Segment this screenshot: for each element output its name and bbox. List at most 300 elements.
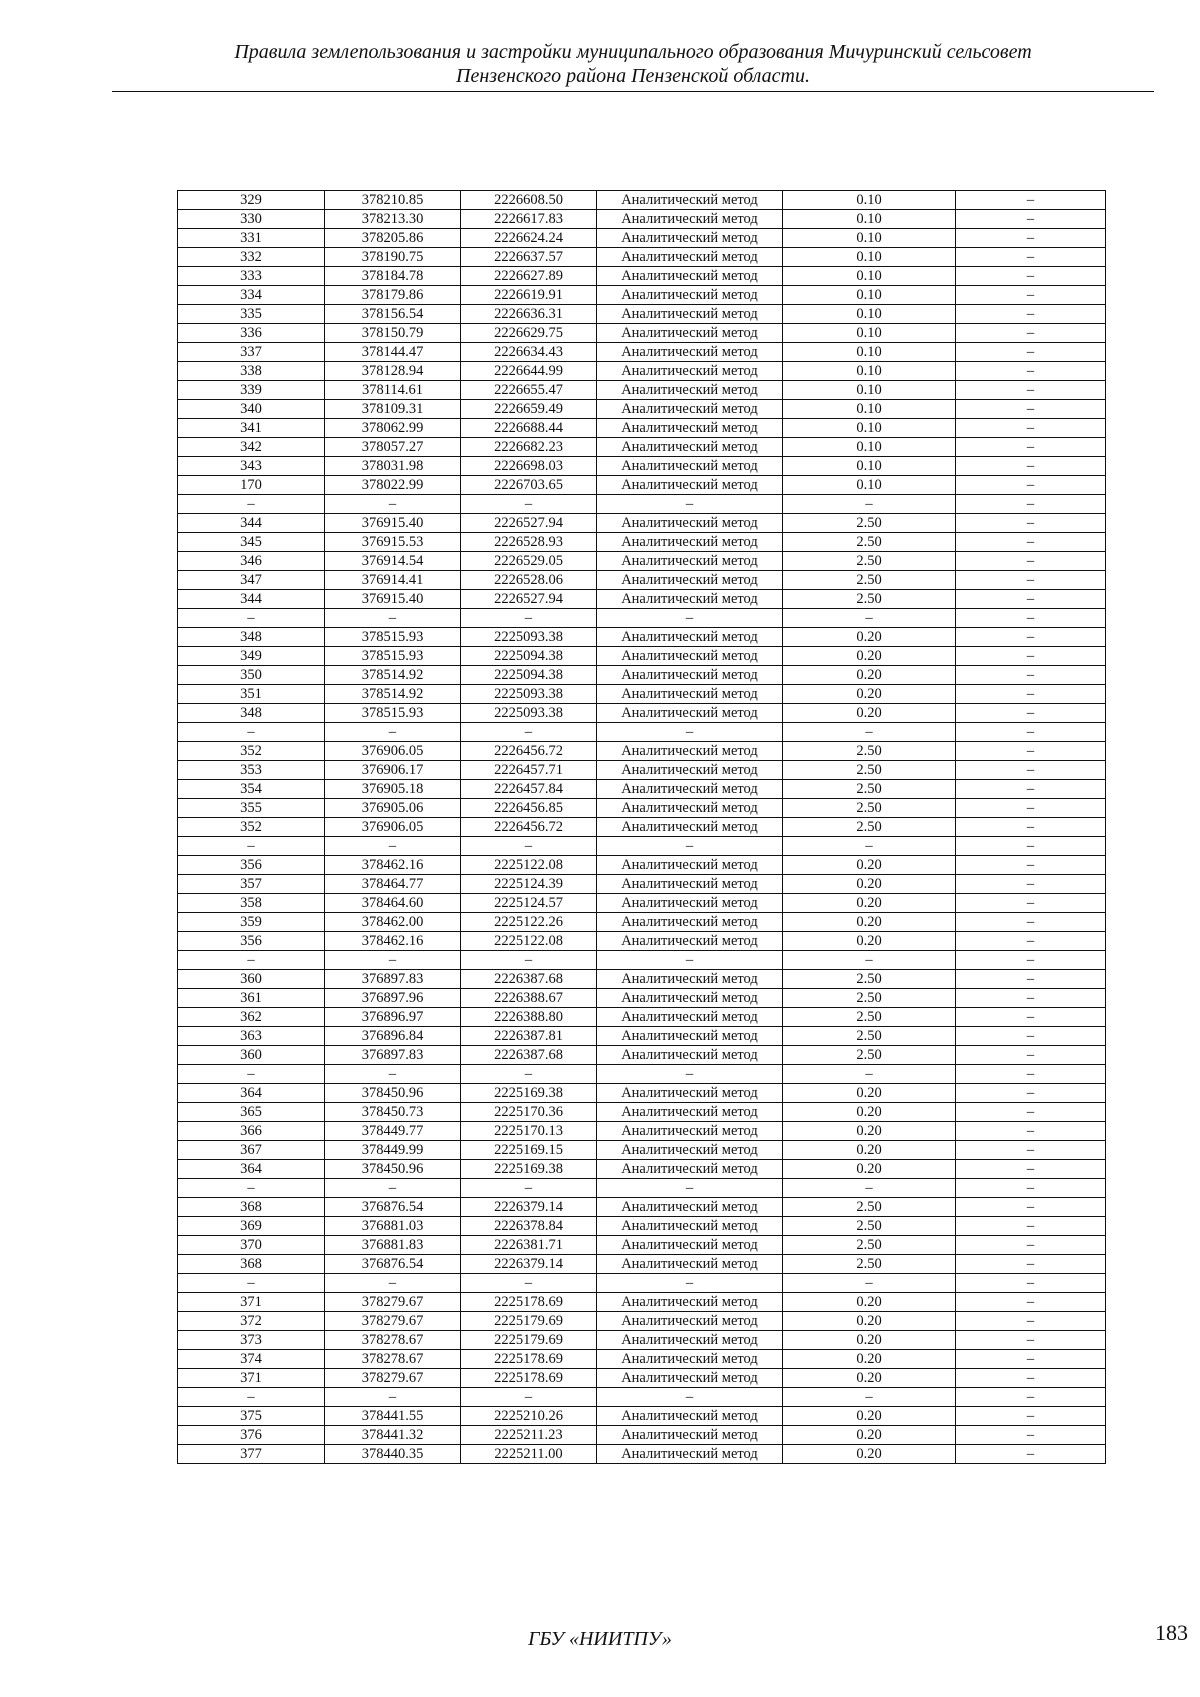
method-cell: Аналитический метод [597,1008,783,1027]
method-cell: – [597,723,783,742]
table-row [178,647,1106,666]
x-coordinate-cell: 378150.79 [325,324,461,343]
description-cell: – [956,647,1106,666]
method-cell: Аналитический метод [597,970,783,989]
method-cell: Аналитический метод [597,894,783,913]
table-row [178,267,1106,286]
point-number-cell: 352 [178,818,325,837]
point-number-cell: 351 [178,685,325,704]
method-cell: Аналитический метод [597,628,783,647]
footer-organization: ГБУ «НИИТПУ» [528,1628,672,1650]
method-cell: Аналитический метод [597,742,783,761]
x-coordinate-cell: 378114.61 [325,381,461,400]
y-coordinate-cell: – [461,1388,597,1407]
description-cell: – [956,1217,1106,1236]
table-row [178,1065,1106,1084]
point-number-cell: 342 [178,438,325,457]
point-number-cell: 370 [178,1236,325,1255]
point-number-cell: 361 [178,989,325,1008]
x-coordinate-cell: 378278.67 [325,1350,461,1369]
point-number-cell: 353 [178,761,325,780]
point-number-cell: 359 [178,913,325,932]
accuracy-cell: 0.10 [783,476,956,495]
accuracy-cell: 0.10 [783,324,956,343]
method-cell: Аналитический метод [597,191,783,210]
table-row [178,685,1106,704]
method-cell: Аналитический метод [597,286,783,305]
accuracy-cell: 2.50 [783,1217,956,1236]
accuracy-cell: 2.50 [783,533,956,552]
x-coordinate-cell: 376881.83 [325,1236,461,1255]
y-coordinate-cell: 2225122.08 [461,856,597,875]
point-number-cell: – [178,609,325,628]
x-coordinate-cell: 378450.96 [325,1084,461,1103]
accuracy-cell: – [783,495,956,514]
description-cell: – [956,552,1106,571]
description-cell: – [956,704,1106,723]
description-cell: – [956,1084,1106,1103]
method-cell: Аналитический метод [597,1407,783,1426]
table-row [178,362,1106,381]
table-row [178,742,1106,761]
accuracy-cell: 0.20 [783,932,956,951]
point-number-cell: – [178,723,325,742]
method-cell: Аналитический метод [597,571,783,590]
x-coordinate-cell: 376915.40 [325,514,461,533]
accuracy-cell: 0.20 [783,704,956,723]
method-cell: Аналитический метод [597,856,783,875]
table-row [178,970,1106,989]
table-row [178,1407,1106,1426]
y-coordinate-cell: 2225178.69 [461,1369,597,1388]
y-coordinate-cell: – [461,609,597,628]
x-coordinate-cell: 378449.77 [325,1122,461,1141]
table-row [178,1046,1106,1065]
description-cell: – [956,1027,1106,1046]
method-cell: – [597,609,783,628]
table-row [178,476,1106,495]
description-cell: – [956,989,1106,1008]
method-cell: Аналитический метод [597,647,783,666]
description-cell: – [956,191,1106,210]
table-row [178,1179,1106,1198]
point-number-cell: 340 [178,400,325,419]
y-coordinate-cell: 2226527.94 [461,514,597,533]
y-coordinate-cell: 2226381.71 [461,1236,597,1255]
table-row [178,305,1106,324]
point-number-cell: 344 [178,590,325,609]
point-number-cell: 377 [178,1445,325,1464]
method-cell: Аналитический метод [597,799,783,818]
description-cell: – [956,400,1106,419]
y-coordinate-cell: 2226629.75 [461,324,597,343]
x-coordinate-cell: 378279.67 [325,1312,461,1331]
accuracy-cell: 0.20 [783,1122,956,1141]
description-cell: – [956,305,1106,324]
y-coordinate-cell: 2225179.69 [461,1331,597,1350]
table-row [178,723,1106,742]
description-cell: – [956,1445,1106,1464]
method-cell: Аналитический метод [597,704,783,723]
y-coordinate-cell: 2226379.14 [461,1198,597,1217]
y-coordinate-cell: 2226528.06 [461,571,597,590]
x-coordinate-cell: 378279.67 [325,1293,461,1312]
method-cell: Аналитический метод [597,1122,783,1141]
point-number-cell: 356 [178,856,325,875]
x-coordinate-cell: 378462.16 [325,856,461,875]
x-coordinate-cell: 378057.27 [325,438,461,457]
point-number-cell: 375 [178,1407,325,1426]
x-coordinate-cell: 378441.32 [325,1426,461,1445]
accuracy-cell: – [783,837,956,856]
description-cell: – [956,438,1106,457]
x-coordinate-cell: 376906.05 [325,818,461,837]
accuracy-cell: 0.20 [783,1103,956,1122]
method-cell: Аналитический метод [597,1236,783,1255]
method-cell: Аналитический метод [597,1027,783,1046]
x-coordinate-cell: 378031.98 [325,457,461,476]
point-number-cell: 346 [178,552,325,571]
y-coordinate-cell: 2226659.49 [461,400,597,419]
x-coordinate-cell: 376914.54 [325,552,461,571]
table-row [178,628,1106,647]
y-coordinate-cell: – [461,723,597,742]
x-coordinate-cell: 376915.40 [325,590,461,609]
point-number-cell: 354 [178,780,325,799]
accuracy-cell: 2.50 [783,552,956,571]
point-number-cell: 371 [178,1293,325,1312]
table-row [178,856,1106,875]
x-coordinate-cell: 378464.77 [325,875,461,894]
point-number-cell: 364 [178,1160,325,1179]
description-cell: – [956,1198,1106,1217]
description-cell: – [956,1065,1106,1084]
description-cell: – [956,1141,1106,1160]
method-cell: Аналитический метод [597,932,783,951]
table-row [178,1236,1106,1255]
table-row [178,1445,1106,1464]
y-coordinate-cell: 2226388.67 [461,989,597,1008]
table-row [178,533,1106,552]
accuracy-cell: – [783,609,956,628]
description-cell: – [956,248,1106,267]
table-row [178,780,1106,799]
y-coordinate-cell: 2225211.23 [461,1426,597,1445]
point-number-cell: 356 [178,932,325,951]
description-cell: – [956,837,1106,856]
description-cell: – [956,875,1106,894]
accuracy-cell: 0.20 [783,1369,956,1388]
point-number-cell: 334 [178,286,325,305]
y-coordinate-cell: 2226637.57 [461,248,597,267]
point-number-cell: 331 [178,229,325,248]
y-coordinate-cell: 2225178.69 [461,1293,597,1312]
point-number-cell: 352 [178,742,325,761]
point-number-cell: – [178,1065,325,1084]
method-cell: Аналитический метод [597,685,783,704]
description-cell: – [956,362,1106,381]
table-row [178,1255,1106,1274]
table-row [178,989,1106,1008]
description-cell: – [956,1312,1106,1331]
point-number-cell: 365 [178,1103,325,1122]
point-number-cell: – [178,1388,325,1407]
y-coordinate-cell: 2226456.72 [461,818,597,837]
x-coordinate-cell: – [325,495,461,514]
page-header [112,40,1154,88]
table-row [178,1122,1106,1141]
description-cell: – [956,799,1106,818]
table-row [178,761,1106,780]
table-row [178,286,1106,305]
y-coordinate-cell: 2225179.69 [461,1312,597,1331]
point-number-cell: 363 [178,1027,325,1046]
accuracy-cell: 2.50 [783,989,956,1008]
description-cell: – [956,229,1106,248]
point-number-cell: – [178,1274,325,1293]
accuracy-cell: 2.50 [783,571,956,590]
method-cell: Аналитический метод [597,305,783,324]
x-coordinate-cell: 376881.03 [325,1217,461,1236]
description-cell: – [956,210,1106,229]
x-coordinate-cell: 378179.86 [325,286,461,305]
table-row [178,1293,1106,1312]
method-cell: Аналитический метод [597,1198,783,1217]
y-coordinate-cell: 2225094.38 [461,666,597,685]
description-cell: – [956,1008,1106,1027]
accuracy-cell: 0.10 [783,305,956,324]
accuracy-cell: 0.20 [783,1160,956,1179]
x-coordinate-cell: 376914.41 [325,571,461,590]
x-coordinate-cell: 378514.92 [325,685,461,704]
method-cell: Аналитический метод [597,248,783,267]
description-cell: – [956,685,1106,704]
description-cell: – [956,818,1106,837]
method-cell: Аналитический метод [597,1084,783,1103]
accuracy-cell: 0.10 [783,210,956,229]
table-row [178,951,1106,970]
x-coordinate-cell: – [325,609,461,628]
description-cell: – [956,894,1106,913]
coordinates-table-body [178,191,1106,1464]
y-coordinate-cell: 2226617.83 [461,210,597,229]
accuracy-cell: 0.10 [783,267,956,286]
method-cell: Аналитический метод [597,419,783,438]
table-row [178,704,1106,723]
table-row [178,248,1106,267]
point-number-cell: 371 [178,1369,325,1388]
accuracy-cell: 0.10 [783,419,956,438]
table-row [178,457,1106,476]
description-cell: – [956,761,1106,780]
x-coordinate-cell: 378449.99 [325,1141,461,1160]
accuracy-cell: – [783,1274,956,1293]
x-coordinate-cell: 378515.93 [325,704,461,723]
point-number-cell: 362 [178,1008,325,1027]
description-cell: – [956,1255,1106,1274]
accuracy-cell: 2.50 [783,799,956,818]
y-coordinate-cell: 2225094.38 [461,647,597,666]
description-cell: – [956,1160,1106,1179]
method-cell: – [597,1179,783,1198]
x-coordinate-cell: – [325,951,461,970]
accuracy-cell: 0.20 [783,1141,956,1160]
description-cell: – [956,571,1106,590]
point-number-cell: 355 [178,799,325,818]
description-cell: – [956,970,1106,989]
description-cell: – [956,495,1106,514]
x-coordinate-cell: 378022.99 [325,476,461,495]
point-number-cell: 336 [178,324,325,343]
accuracy-cell: 0.10 [783,229,956,248]
x-coordinate-cell: 376905.06 [325,799,461,818]
point-number-cell: – [178,951,325,970]
table-row [178,1274,1106,1293]
method-cell: Аналитический метод [597,761,783,780]
point-number-cell: 350 [178,666,325,685]
coordinates-table [177,190,1106,1464]
method-cell: Аналитический метод [597,1350,783,1369]
method-cell: Аналитический метод [597,780,783,799]
point-number-cell: 347 [178,571,325,590]
x-coordinate-cell: 376897.96 [325,989,461,1008]
description-cell: – [956,666,1106,685]
method-cell: Аналитический метод [597,666,783,685]
description-cell: – [956,514,1106,533]
accuracy-cell: 2.50 [783,970,956,989]
method-cell: – [597,1065,783,1084]
y-coordinate-cell: 2226387.81 [461,1027,597,1046]
point-number-cell: 348 [178,628,325,647]
y-coordinate-cell: – [461,1179,597,1198]
table-row [178,875,1106,894]
method-cell: Аналитический метод [597,400,783,419]
accuracy-cell: 0.20 [783,1331,956,1350]
x-coordinate-cell: – [325,1274,461,1293]
y-coordinate-cell: 2226627.89 [461,267,597,286]
description-cell: – [956,267,1106,286]
accuracy-cell: 0.20 [783,647,956,666]
y-coordinate-cell: 2225169.38 [461,1160,597,1179]
accuracy-cell: – [783,1065,956,1084]
table-row [178,1369,1106,1388]
description-cell: – [956,1293,1106,1312]
y-coordinate-cell: 2225093.38 [461,704,597,723]
point-number-cell: 345 [178,533,325,552]
y-coordinate-cell: 2226688.44 [461,419,597,438]
y-coordinate-cell: 2226644.99 [461,362,597,381]
point-number-cell: 335 [178,305,325,324]
x-coordinate-cell: 378515.93 [325,628,461,647]
x-coordinate-cell: 378279.67 [325,1369,461,1388]
point-number-cell: 344 [178,514,325,533]
description-cell: – [956,913,1106,932]
description-cell: – [956,324,1106,343]
x-coordinate-cell: 378462.00 [325,913,461,932]
accuracy-cell: 0.20 [783,685,956,704]
accuracy-cell: 0.10 [783,286,956,305]
point-number-cell: 332 [178,248,325,267]
accuracy-cell: 0.20 [783,1312,956,1331]
accuracy-cell: 0.10 [783,191,956,210]
y-coordinate-cell: 2226529.05 [461,552,597,571]
table-row [178,343,1106,362]
x-coordinate-cell: 376876.54 [325,1255,461,1274]
table-row [178,495,1106,514]
y-coordinate-cell: 2226634.43 [461,343,597,362]
x-coordinate-cell: 376906.05 [325,742,461,761]
accuracy-cell: 2.50 [783,742,956,761]
method-cell: – [597,1388,783,1407]
y-coordinate-cell: 2226457.84 [461,780,597,799]
accuracy-cell: 2.50 [783,1236,956,1255]
method-cell: Аналитический метод [597,913,783,932]
x-coordinate-cell: 376906.17 [325,761,461,780]
x-coordinate-cell: 378514.92 [325,666,461,685]
point-number-cell: 349 [178,647,325,666]
accuracy-cell: 2.50 [783,590,956,609]
accuracy-cell: 0.10 [783,457,956,476]
point-number-cell: 368 [178,1198,325,1217]
method-cell: Аналитический метод [597,438,783,457]
x-coordinate-cell: 376905.18 [325,780,461,799]
description-cell: – [956,533,1106,552]
description-cell: – [956,457,1106,476]
x-coordinate-cell: 376896.97 [325,1008,461,1027]
description-cell: – [956,723,1106,742]
x-coordinate-cell: 378450.73 [325,1103,461,1122]
y-coordinate-cell: 2226379.14 [461,1255,597,1274]
description-cell: – [956,590,1106,609]
method-cell: Аналитический метод [597,457,783,476]
x-coordinate-cell: 378462.16 [325,932,461,951]
description-cell: – [956,780,1106,799]
accuracy-cell: 0.20 [783,1426,956,1445]
table-row [178,1198,1106,1217]
y-coordinate-cell: 2225169.38 [461,1084,597,1103]
method-cell: Аналитический метод [597,267,783,286]
table-row [178,438,1106,457]
y-coordinate-cell: 2225122.08 [461,932,597,951]
y-coordinate-cell: 2225124.57 [461,894,597,913]
method-cell: Аналитический метод [597,324,783,343]
point-number-cell: 372 [178,1312,325,1331]
y-coordinate-cell: – [461,1065,597,1084]
accuracy-cell: 0.10 [783,248,956,267]
method-cell: – [597,495,783,514]
table-row [178,1103,1106,1122]
point-number-cell: 364 [178,1084,325,1103]
y-coordinate-cell: 2226387.68 [461,1046,597,1065]
y-coordinate-cell: 2226387.68 [461,970,597,989]
description-cell: – [956,286,1106,305]
table-row [178,552,1106,571]
table-row [178,837,1106,856]
y-coordinate-cell: 2226682.23 [461,438,597,457]
y-coordinate-cell: 2225170.36 [461,1103,597,1122]
y-coordinate-cell: 2226388.80 [461,1008,597,1027]
x-coordinate-cell: 376897.83 [325,1046,461,1065]
table-row [178,191,1106,210]
x-coordinate-cell: 376896.84 [325,1027,461,1046]
method-cell: Аналитический метод [597,1293,783,1312]
x-coordinate-cell: 376915.53 [325,533,461,552]
description-cell: – [956,1122,1106,1141]
method-cell: Аналитический метод [597,1217,783,1236]
accuracy-cell: 2.50 [783,780,956,799]
point-number-cell: 343 [178,457,325,476]
x-coordinate-cell: 378278.67 [325,1331,461,1350]
